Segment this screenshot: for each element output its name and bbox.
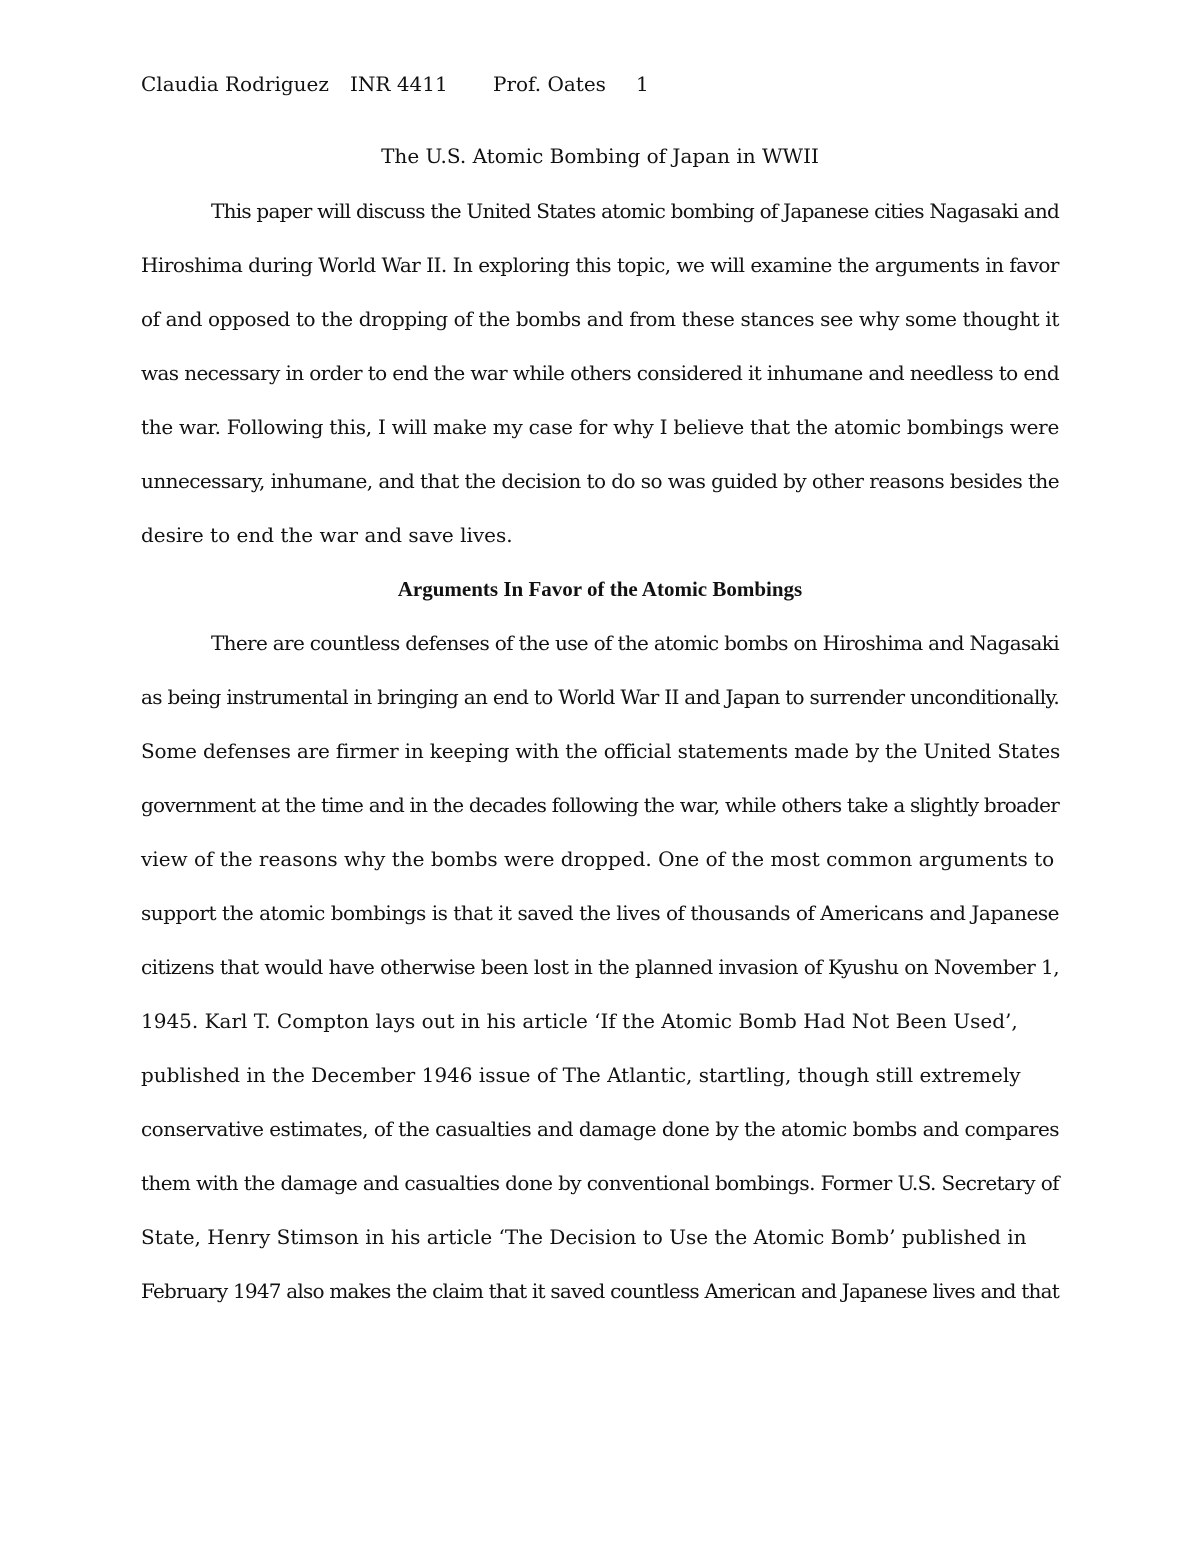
text-line: conservative estimates, of the casualties and damage done by the atomic bombs and compares [141,1117,1060,1141]
text-line: as being instrumental in bringing an end to World War II and Japan to surrender unconditionally. [141,685,1060,709]
text-line: view of the reasons why the bombs were dropped. One of the most common arguments to [141,847,1055,871]
text-line: There are countless defenses of the use of the atomic bombs on Hiroshima and Nagasaki [211,631,1059,655]
text-line: was necessary in order to end the war while others considered it inhumane and needless to end [141,361,1060,385]
text-line: This paper will discuss the United States atomic bombing of Japanese cities Nagasaki and [211,199,1060,223]
text-line: State, Henry Stimson in his article ‘The Decision to Use the Atomic Bomb’ published in [141,1225,1027,1249]
header-page-number: 1 [636,72,649,96]
text-line: published in the December 1946 issue of The Atlantic, startling, though still extremely [141,1063,1021,1087]
text-line: Hiroshima during World War II. In exploring this topic, we will examine the arguments in favor [141,253,1059,277]
text-line: 1945. Karl T. Compton lays out in his article ‘If the Atomic Bomb Had Not Been Used’, [141,1009,1018,1033]
text-line: them with the damage and casualties done by conventional bombings. Former U.S. Secretary of [141,1171,1059,1195]
text-line: Some defenses are firmer in keeping with the official statements made by the United States [141,739,1061,763]
text-line: the war. Following this, I will make my case for why I believe that the atomic bombings were [141,415,1060,439]
header-course: INR 4411 [350,72,448,96]
header-professor: Prof. Oates [493,72,606,96]
text-line: of and opposed to the dropping of the bombs and from these stances see why some thought it [141,307,1059,331]
section-heading: Arguments In Favor of the Atomic Bombings [397,577,803,601]
text-line: government at the time and in the decades following the war, while others take a slightly broader [141,793,1060,817]
text-line: support the atomic bombings is that it saved the lives of thousands of Americans and Japanese [141,901,1060,925]
header-author: Claudia Rodriguez [141,72,329,96]
text-line: unnecessary, inhumane, and that the decision to do so was guided by other reasons besides the [141,469,1060,493]
text-line: desire to end the war and save lives. [141,523,513,547]
paper-title: The U.S. Atomic Bombing of Japan in WWII [381,144,819,168]
text-line: February 1947 also makes the claim that it saved countless American and Japanese lives and that [141,1279,1060,1303]
text-line: citizens that would have otherwise been lost in the planned invasion of Kyushu on November 1, [141,955,1060,979]
